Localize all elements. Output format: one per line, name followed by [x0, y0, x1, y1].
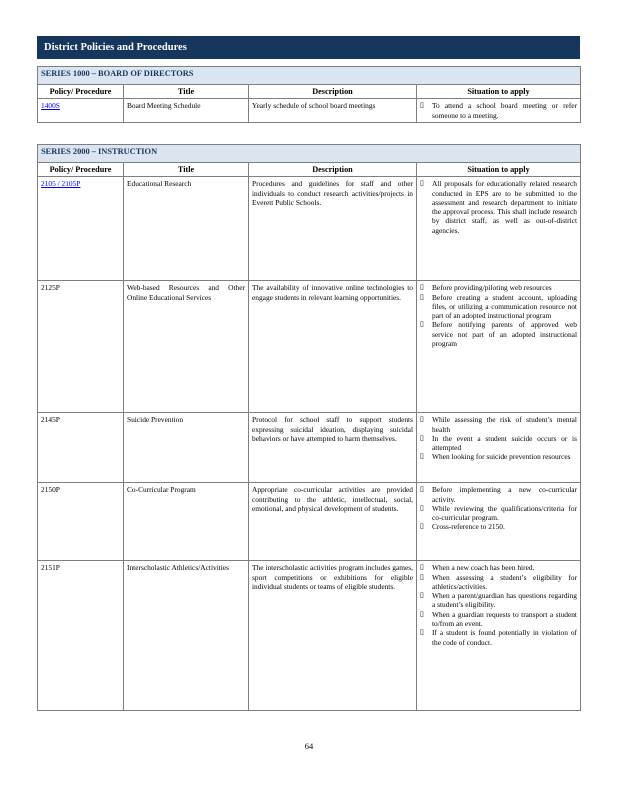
situation-item: ▯ All proposals for educationally related research conducted in EPS are to be submitted to the assessment and research department to initiate the approval process. This shall include research by district staff, as well as out-of-district agencies.	[420, 179, 577, 235]
situation-item: ▯ When looking for suicide prevention resources	[420, 452, 577, 461]
table-row	[38, 99, 581, 123]
col-header-situation: Situation to apply	[417, 85, 581, 99]
series-header: SERIES 2000 – INSTRUCTION	[38, 145, 581, 163]
table-row	[38, 413, 581, 483]
policy-description: Yearly schedule of school board meetings	[249, 99, 417, 123]
page-banner: District Policies and Procedures	[37, 36, 580, 59]
policy-number: 2145P	[38, 413, 124, 483]
situation-item: ▯ If a student is found potentially in violation of the code of conduct.	[420, 628, 577, 647]
situation-item: ▯ Before implementing a new co-curricular activity.	[420, 485, 577, 504]
col-header-description: Description	[249, 85, 417, 99]
situation-list	[420, 179, 577, 235]
policy-title: Board Meeting Schedule	[124, 99, 249, 123]
situation-list	[420, 283, 577, 348]
page-number: 64	[304, 741, 314, 751]
policy-link[interactable]: 2105 / 2105P	[41, 179, 81, 189]
situation-item: ▯ When a new coach has been hired.	[420, 563, 577, 572]
situation-list	[420, 485, 577, 531]
table-row	[38, 281, 581, 413]
policy-title: Interscholastic Athletics/Activities	[124, 561, 249, 711]
situation-list	[420, 101, 577, 120]
table-row	[38, 483, 581, 561]
situation-item: ▯ When assessing a student’s eligibility for athletics/activities.	[420, 573, 577, 592]
policy-number: 2125P	[38, 281, 124, 413]
series-1000-table	[37, 66, 581, 123]
policy-description: Appropriate co-curricular activities are provided contributing to the athletic, intellectual, social, emotional, and physical development of students.	[249, 483, 417, 561]
policy-link[interactable]: 1400S	[41, 101, 60, 111]
policy-description: Procedures and guidelines for staff and other individuals to conduct research activities/projects in Everett Public Schools.	[249, 177, 417, 281]
situation-item: ▯ Before notifying parents of approved web service not part of an adopted instructional program	[420, 320, 577, 348]
col-header-situation: Situation to apply	[417, 163, 581, 177]
series-header: SERIES 1000 – BOARD OF DIRECTORS	[38, 67, 581, 85]
col-header-title: Title	[124, 163, 249, 177]
policy-title: Web-based Resources and Other Online Educational Services	[124, 281, 249, 413]
policy-title: Co-Curricular Program	[124, 483, 249, 561]
situation-item: ▯ In the event a student suicide occurs or is attempted	[420, 434, 577, 453]
policy-number: 2150P	[38, 483, 124, 561]
situation-item: ▯ When a parent/guardian has questions regarding a student’s eligibility.	[420, 591, 577, 610]
situation-item: ▯ When a guardian requests to transport a student to/from an event.	[420, 610, 577, 629]
policy-description: The availability of innovative online technologies to engage students in relevant learning opportunities.	[249, 281, 417, 413]
situation-item: ▯ Before providing/piloting web resources	[420, 283, 577, 292]
col-header-policy: Policy/ Procedure	[38, 163, 124, 177]
situation-item: ▯ Before creating a student account, uploading files, or utilizing a communication resource not part of an adopted instructional program	[420, 293, 577, 321]
series-2000-table	[37, 144, 581, 711]
policy-number: 2151P	[38, 561, 124, 711]
policy-description: The interscholastic activities program includes games, sport competitions or exhibitions for eligible individual students or teams of eligible students.	[249, 561, 417, 711]
policy-title: Educational Research	[124, 177, 249, 281]
policy-title: Suicide Prevention	[124, 413, 249, 483]
col-header-title: Title	[124, 85, 249, 99]
col-header-description: Description	[249, 163, 417, 177]
situation-item: ▯ Cross-reference to 2150.	[420, 522, 577, 531]
situation-item: ▯ While reviewing the qualifications/criteria for co-curricular program.	[420, 504, 577, 523]
situation-item: ▯ To attend a school board meeting or refer someone to a meeting.	[420, 101, 577, 120]
table-row	[38, 177, 581, 281]
situation-item: ▯ While assessing the risk of student’s mental health	[420, 415, 577, 434]
policy-description: Protocol for school staff to support students expressing suicidal ideation, displaying suicidal behaviors or have attempted to harm themselves.	[249, 413, 417, 483]
col-header-policy: Policy/ Procedure	[38, 85, 124, 99]
table-row	[38, 561, 581, 711]
situation-list	[420, 563, 577, 647]
situation-list	[420, 415, 577, 461]
